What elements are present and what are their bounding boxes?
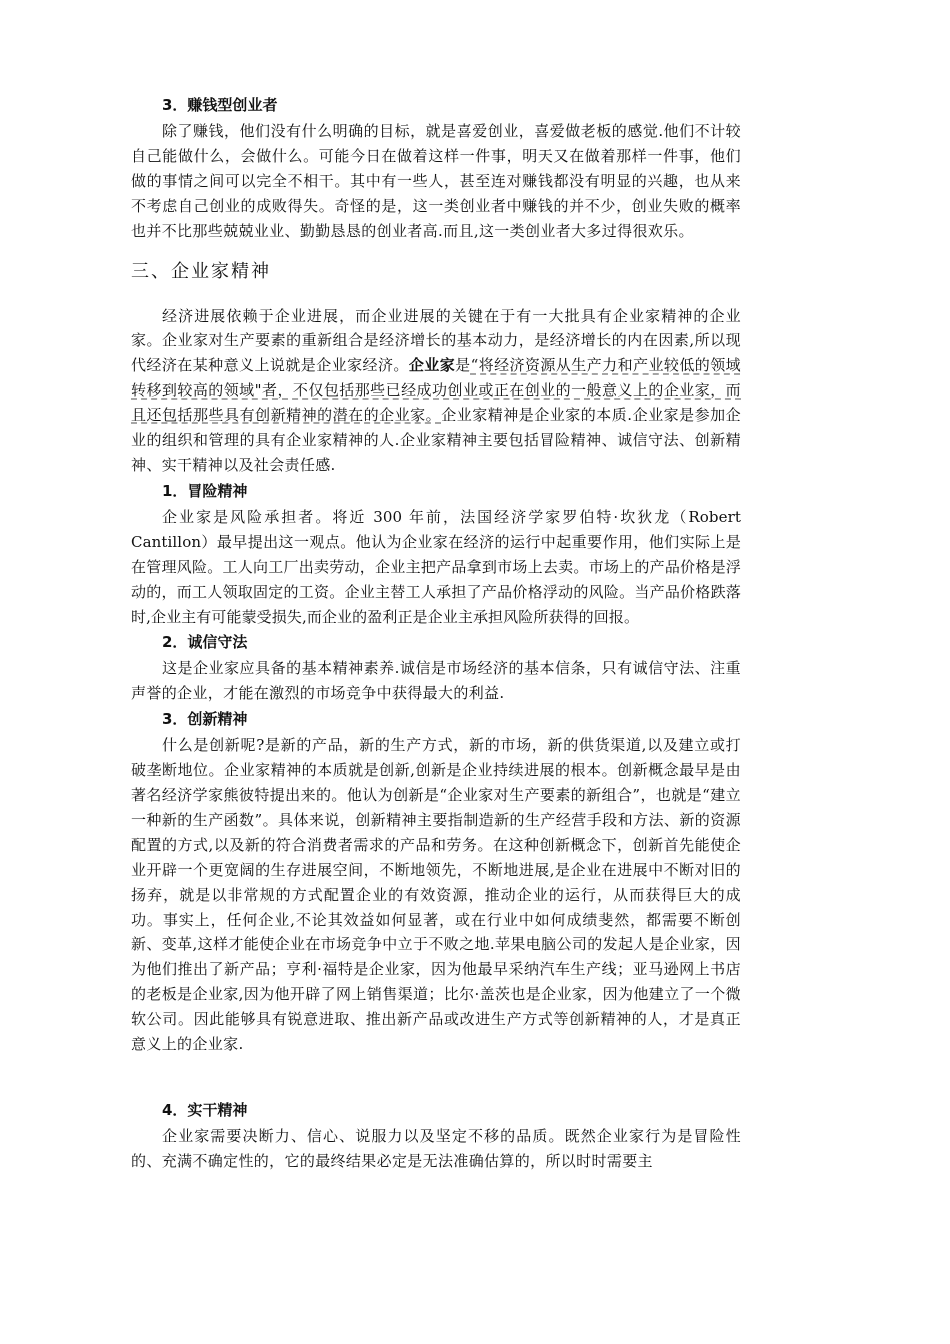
subsection-heading-risk: 1．冒险精神	[162, 481, 248, 500]
intro-text-1: 经济进展依赖于企业进展，而企业进展的关键在于有一大批具有企业家精神的企业家。企业家对生产要素的重新组合是经济增长的基本动力，是经济增长的内在因素,所以现代经济在某种意义上说就是企业家经济。	[131, 306, 741, 375]
section-heading-entrepreneurship: 三、企业家精神	[131, 260, 271, 282]
document-body	[131, 92, 741, 1174]
paragraph-risk: 企业家是风险承担者。将近 300 年前，法国经济学家罗伯特·坎狄龙（Robert Cantillon）最早提出这一观点。他认为企业家在经济的运行中起重要作用，他们实际上是在管理风险。工人向工厂出卖劳动，企业主把产品拿到市场上去卖。市场上的产品价格是浮动的，而工人领取固定的工资。企业主替工人承担了产品价格浮动的风险。当产品价格跌落时,企业主有可能蒙受损失,而企业的盈利正是企业主承担风险所获得的回报。	[131, 507, 741, 626]
paragraph-innovation: 什么是创新呢?是新的产品，新的生产方式，新的市场，新的供货渠道,以及建立或打破垄断地位。企业家精神的本质就是创新,创新是企业持续进展的根本。创新概念最早是由著名经济学家熊彼特提出来的。他认为创新是“企业家对生产要素的新组合”，也就是“建立一种新的生产函数”。具体来说，创新精神主要指制造新的生产经营手段和方法、新的资源配置的方式,以及新的符合消费者需求的产品和劳务。在这种创新概念下，创新首先能使企业开辟一个更宽阔的生存进展空间，不断地领先，不断地进展,是企业在进展中不断对旧的扬弃，就是以非常规的方式配置企业的有效资源，推动企业的运行，从而获得巨大的成功。事实上，任何企业,不论其效益如何显著，或在行业中如何成绩斐然，都需要不断创新、变革,这样才能使企业在市场竞争中立于不败之地.苹果电脑公司的发起人是企业家，因为他们推出了新产品；亨利·福特是企业家，因为他最早采纳汽车生产线；亚马逊网上书店的老板是企业家,因为他开辟了网上销售渠道；比尔·盖茨也是企业家，因为他建立了一个微软公司。因此能够具有锐意进取、推出新产品或改进生产方式等创新精神的人，才是真正意义上的企业家.	[131, 736, 741, 1054]
intro-text-3: 企业家精神是企业家的本质.企业家是参加企业的组织和管理的具有企业家精神的人.企业家精神主要包括冒险精神、诚信守法、创新精神、实干精神以及社会责任感.	[131, 406, 741, 474]
subsection-heading-pragmatism: 4．实干精神	[162, 1101, 248, 1119]
paragraph-pragmatism: 企业家需要决断力、信心、说服力以及坚定不移的品质。既然企业家行为是冒险性的、充满不确定性的，它的最终结果必定是无法准确估算的，所以时时需要主	[131, 1127, 741, 1170]
subsection-heading-money-entrepreneur: 3．赚钱型创业者	[162, 96, 278, 114]
paragraph-integrity: 这是企业家应具备的基本精神素养.诚信是市场经济的基本信条，只有诚信守法、注重声誉的企业，才能在激烈的市场竞争中获得最大的利益.	[131, 659, 741, 703]
intro-bold-term: 企业家	[408, 356, 456, 375]
paragraph-money-entrepreneur: 除了赚钱，他们没有什么明确的目标，就是喜爱创业，喜爱做老板的感觉.他们不计较自己能做什么，会做什么。可能今日在做着这样一件事，明天又在做着那样一件事，他们做的事情之间可以完全不相干。其中有一些人，甚至连对赚钱都没有明显的兴趣，也从来不考虑自己创业的成败得失。奇怪的是，这一类创业者中赚钱的并不少，创业失败的概率也并不比那些兢兢业业、勤勤恳恳的创业者高.而且,这一类创业者大多过得很欢乐。	[131, 122, 741, 240]
intro-quote-definition: “将经济资源从生产力和产业较低的领域转移到较高的领域"者，不仅包括那些已经成功创业或正在创业的一般意义上的企业家，而且还包括那些具有创新精神的潜在的企业家。	[131, 356, 741, 425]
subsection-heading-integrity: 2．诚信守法	[162, 633, 248, 652]
subsection-heading-innovation: 3．创新精神	[162, 710, 248, 729]
paragraph-intro	[131, 304, 741, 478]
intro-text-2: 是	[455, 356, 471, 375]
